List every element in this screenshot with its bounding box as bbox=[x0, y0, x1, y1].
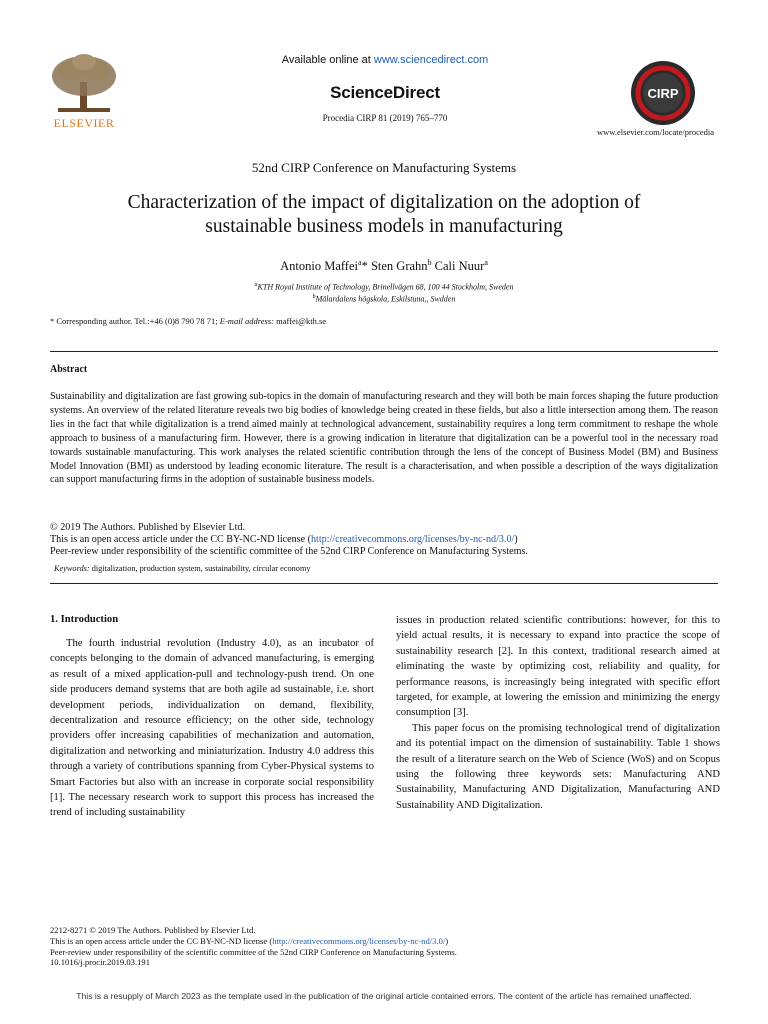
author-list bbox=[0, 258, 768, 274]
author-2-sup: b bbox=[427, 258, 432, 267]
right-column bbox=[396, 613, 720, 813]
email-address[interactable]: maffei@kth.se bbox=[274, 316, 327, 326]
journal-citation: Procedia CIRP 81 (2019) 765–770 bbox=[322, 113, 448, 123]
corresponding-prefix: * Corresponding author. Tel.:+46 (0)8 790 78 71; bbox=[50, 316, 220, 326]
sciencedirect-link[interactable]: www.sciencedirect.com bbox=[373, 54, 489, 66]
author-3: Cali Nuur bbox=[431, 259, 485, 274]
left-column bbox=[50, 636, 374, 821]
footer-issn: 2212-8271 © 2019 The Authors. Published by Elsevier Ltd. bbox=[50, 925, 256, 935]
title-line-2: sustainable business models in manufacturing bbox=[205, 216, 563, 237]
footer-oa-suffix: ) bbox=[445, 935, 449, 946]
available-prefix: Available online at bbox=[281, 54, 374, 66]
abstract-top-rule bbox=[50, 351, 718, 352]
affiliation-a bbox=[0, 282, 768, 292]
affiliation-a-text: KTH Royal Institute of Technology, Brinellvägen 68, 100 44 Stockholm, Sweden bbox=[257, 282, 514, 292]
author-1-star: * bbox=[361, 259, 368, 274]
cirp-logo-text: CIRP bbox=[647, 86, 679, 101]
intro-paragraph-2: issues in production related scientific contributions: however, for this to yield actual results, it is necessary to expand into practice the scope of sustainability research [2]. In this context, traditional research aimed at eliminating the waste by optimizing cost, reliability and quality, for performance reasons, is increasingly being integrated with specific effort targeted, for example, at lowering the emission and minimizing the energy consumption [3]. bbox=[396, 615, 720, 719]
resupply-notice: This is a resupply of March 2023 as the template used in the publication of the original article contained errors. The content of the article has remained unaffected. bbox=[76, 991, 692, 1001]
journal-url[interactable]: www.elsevier.com/locate/procedia bbox=[597, 127, 714, 137]
abstract-license-link[interactable]: http://creativecommons.org/licenses/by-nc-nd/3.0/ bbox=[310, 534, 515, 545]
abstract-bottom-rule bbox=[50, 583, 718, 584]
affiliation-b-sup: b bbox=[312, 294, 316, 300]
corresponding-author bbox=[50, 316, 326, 326]
footer-open-access bbox=[50, 936, 718, 947]
footer-peer-review: Peer-review under responsibility of the scientific committee of the 52nd CIRP Conference on Manufacturing Systems. bbox=[50, 946, 457, 957]
author-1: Antonio Maffei bbox=[280, 259, 358, 274]
page-footer bbox=[50, 925, 718, 968]
keywords-label: Keywords: bbox=[54, 564, 90, 573]
conference-name: 52nd CIRP Conference on Manufacturing Systems bbox=[251, 160, 517, 175]
author-1-sup: a bbox=[358, 258, 362, 267]
abstract-copyright: © 2019 The Authors. Published by Elsevier Ltd. bbox=[50, 522, 246, 533]
abstract-oa-prefix: This is an open access article under the CC BY-NC-ND license ( bbox=[50, 534, 311, 545]
affiliation-a-sup: a bbox=[254, 282, 258, 288]
intro-paragraph-3: This paper focus on the promising technological trend of digitalization and its potential impact on the dimension of sustainability. Table 1 shows the result of a literature search on the Web of Science (WoS) and on Scopus using the following three keywords sets: Manufacturing AND Sustainability, Manufacturing AND Digitalization, Manufacturing AND Sustainability AND Digitalization. bbox=[396, 722, 720, 811]
abstract-heading: Abstract bbox=[50, 364, 88, 375]
abstract-oa-suffix: ) bbox=[514, 534, 518, 545]
affiliation-b bbox=[0, 294, 768, 304]
cirp-logo bbox=[630, 60, 696, 126]
footer-license-link[interactable]: http://creativecommons.org/licenses/by-nc-nd/3.0/ bbox=[272, 935, 446, 946]
author-2: Sten Grahn bbox=[367, 259, 428, 274]
title-line-1: Characterization of the impact of digitalization on the adoption of bbox=[127, 192, 641, 213]
introduction-heading: 1. Introduction bbox=[50, 614, 119, 625]
affiliation-b-text: Mälardalens högskola, Eskilstuna,, Swdden bbox=[315, 294, 456, 304]
keywords bbox=[54, 564, 311, 573]
keywords-list: digitalization, production system, sustainability, circular economy bbox=[89, 564, 311, 573]
intro-paragraph-1: The fourth industrial revolution (Industry 4.0), as an incubator of concepts belonging to the domain of advanced manufacturing, is emerging as result of a mixed application-pull and technology-push trend. On one side producers demand systems that are both agile ad sustainable, i.e. short development periods, individualization on demand, flexibility, decentralization and resource efficiency; on the other side, technology providers offer increasing capabilities of mechanization and automation, digitalization and networking and miniaturization. Industry 4.0 address this through a variety of contributions spanning from Cyber-Physical systems to Smart Factories but also with an increase in corporate social responsibility [1]. The necessary research work to support this process has increased the trend of including sustainability bbox=[50, 638, 374, 819]
elsevier-wordmark: ELSEVIER bbox=[53, 116, 115, 130]
sciencedirect-wordmark: ScienceDirect bbox=[330, 83, 440, 102]
paper-title bbox=[60, 191, 708, 239]
abstract-peer-review: Peer-review under responsibility of the scientific committee of the 52nd CIRP Conference on Manufacturing Systems. bbox=[50, 546, 528, 557]
footer-oa-prefix: This is an open access article under the CC BY-NC-ND license ( bbox=[50, 935, 273, 946]
available-online bbox=[230, 54, 540, 66]
author-3-sup: a bbox=[484, 258, 488, 267]
abstract-text: Sustainability and digitalization are fast growing sub-topics in the domain of manufacturing research and they will both be main forces shaping the future production systems. An overview of the related literature reveals two big bodies of knowledge being created in these fields, but also a little intersection among them. The reason lies in the fact that while digitalization is a trend aimed mainly at technological advancement, sustainability requires a long term commitment to reshape the whole approach to business of a manufacturing firm. However, there is a growing indication in literature that digitalization can be a powerful tool in the necessary road towards sustainable manufacturing. This work analyses the related scientific contribution through the lens of the concept of Business Model (BM) and Business Model Innovation (BMI) as understood by leading economic literature. The result is a characterisation, and when possible a description of the ways digitalization can support manufacturing firms in the adoption of sustainable business models. bbox=[50, 391, 718, 486]
email-label: E-mail address: bbox=[219, 316, 275, 326]
footer-doi[interactable]: 10.1016/j.procir.2019.03.191 bbox=[50, 957, 151, 968]
